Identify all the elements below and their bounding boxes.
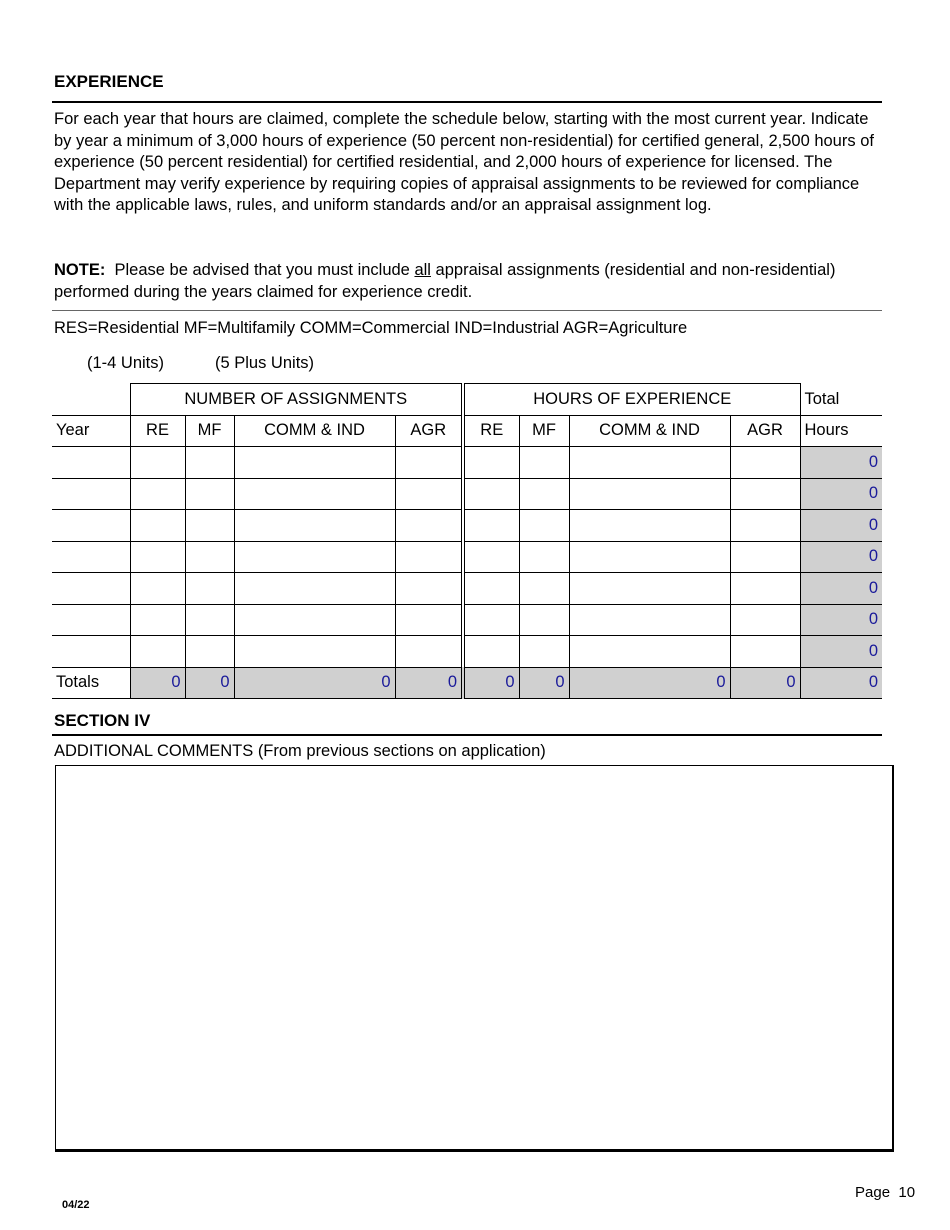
re-input[interactable]	[130, 478, 185, 510]
re-input[interactable]	[130, 604, 185, 636]
re-input[interactable]	[130, 541, 185, 573]
note-emphasis: all	[414, 261, 431, 279]
agr-input[interactable]	[395, 636, 463, 668]
agr-input[interactable]	[395, 573, 463, 605]
row-total-hours: 0	[800, 510, 882, 542]
header-blank	[52, 384, 130, 416]
table-row	[52, 573, 882, 605]
hours-re-input[interactable]	[463, 541, 519, 573]
note-label: NOTE:	[54, 261, 106, 279]
hours-agr-input[interactable]	[730, 478, 800, 510]
header-hours-mf: MF	[519, 415, 569, 447]
row-total-hours: 0	[800, 636, 882, 668]
hours-comm-ind-input[interactable]	[569, 510, 730, 542]
total-agr: 0	[395, 667, 463, 699]
units-label-mf: (5 Plus Units)	[215, 354, 315, 372]
hours-agr-input[interactable]	[730, 636, 800, 668]
hours-mf-input[interactable]	[519, 478, 569, 510]
re-input[interactable]	[130, 636, 185, 668]
row-total-hours: 0	[800, 573, 882, 605]
year-input[interactable]	[52, 510, 130, 542]
page-number: Page 10	[855, 1184, 916, 1201]
hours-re-input[interactable]	[463, 447, 519, 479]
year-input[interactable]	[52, 604, 130, 636]
header-agr: AGR	[395, 415, 463, 447]
hours-re-input[interactable]	[463, 604, 519, 636]
agr-input[interactable]	[395, 447, 463, 479]
experience-table	[52, 383, 882, 699]
additional-comments-field[interactable]	[55, 765, 894, 1152]
mf-input[interactable]	[185, 541, 234, 573]
divider	[52, 734, 882, 736]
abbreviation-legend: RES=Residential MF=Multifamily COMM=Commercial IND=Industrial AGR=Agriculture	[54, 319, 688, 337]
year-input[interactable]	[52, 447, 130, 479]
table-row	[52, 510, 882, 542]
total-comm-ind: 0	[234, 667, 395, 699]
header-hours-agr: AGR	[730, 415, 800, 447]
hours-re-input[interactable]	[463, 510, 519, 542]
total-re: 0	[130, 667, 185, 699]
agr-input[interactable]	[395, 541, 463, 573]
header-hours-re: RE	[463, 415, 519, 447]
header-number-of-assignments: NUMBER OF ASSIGNMENTS	[130, 384, 463, 416]
year-input[interactable]	[52, 573, 130, 605]
mf-input[interactable]	[185, 573, 234, 605]
header-comm-ind: COMM & IND	[234, 415, 395, 447]
hours-mf-input[interactable]	[519, 636, 569, 668]
table-row	[52, 636, 882, 668]
section-title: EXPERIENCE	[54, 72, 164, 91]
comm-ind-input[interactable]	[234, 541, 395, 573]
year-input[interactable]	[52, 636, 130, 668]
hours-comm-ind-input[interactable]	[569, 604, 730, 636]
year-input[interactable]	[52, 541, 130, 573]
hours-re-input[interactable]	[463, 478, 519, 510]
note-text: Please be advised that you must include	[105, 261, 415, 279]
comm-ind-input[interactable]	[234, 478, 395, 510]
divider	[52, 101, 882, 103]
mf-input[interactable]	[185, 604, 234, 636]
total-mf: 0	[185, 667, 234, 699]
hours-comm-ind-input[interactable]	[569, 541, 730, 573]
total-hours-comm-ind: 0	[569, 667, 730, 699]
form-date: 04/22	[62, 1199, 90, 1211]
comm-ind-input[interactable]	[234, 447, 395, 479]
comm-ind-input[interactable]	[234, 636, 395, 668]
hours-agr-input[interactable]	[730, 541, 800, 573]
header-total: Total	[800, 384, 882, 416]
hours-comm-ind-input[interactable]	[569, 573, 730, 605]
header-hours-of-experience: HOURS OF EXPERIENCE	[463, 384, 800, 416]
note-text-end: appraisal assignments (residential and non-residential) performed during the years claimed for experience credit.	[54, 261, 836, 301]
table-row	[52, 447, 882, 479]
hours-comm-ind-input[interactable]	[569, 478, 730, 510]
hours-agr-input[interactable]	[730, 447, 800, 479]
mf-input[interactable]	[185, 636, 234, 668]
comments-label: ADDITIONAL COMMENTS (From previous sections on application)	[54, 742, 546, 760]
hours-mf-input[interactable]	[519, 604, 569, 636]
agr-input[interactable]	[395, 510, 463, 542]
comm-ind-input[interactable]	[234, 510, 395, 542]
agr-input[interactable]	[395, 478, 463, 510]
hours-re-input[interactable]	[463, 573, 519, 605]
totals-label: Totals	[52, 667, 130, 699]
hours-re-input[interactable]	[463, 636, 519, 668]
comm-ind-input[interactable]	[234, 604, 395, 636]
hours-agr-input[interactable]	[730, 604, 800, 636]
hours-comm-ind-input[interactable]	[569, 447, 730, 479]
table-row	[52, 478, 882, 510]
header-re: RE	[130, 415, 185, 447]
grand-total-hours: 0	[800, 667, 882, 699]
table-row	[52, 541, 882, 573]
re-input[interactable]	[130, 510, 185, 542]
total-hours-agr: 0	[730, 667, 800, 699]
divider	[52, 310, 882, 311]
year-input[interactable]	[52, 478, 130, 510]
hours-comm-ind-input[interactable]	[569, 636, 730, 668]
hours-mf-input[interactable]	[519, 447, 569, 479]
hours-mf-input[interactable]	[519, 541, 569, 573]
units-label-re: (1-4 Units)	[87, 354, 165, 372]
total-hours-re: 0	[463, 667, 519, 699]
mf-input[interactable]	[185, 510, 234, 542]
mf-input[interactable]	[185, 447, 234, 479]
table-row	[52, 604, 882, 636]
section-iv-title: SECTION IV	[54, 711, 151, 730]
row-total-hours: 0	[800, 604, 882, 636]
row-total-hours: 0	[800, 447, 882, 479]
re-input[interactable]	[130, 447, 185, 479]
comm-ind-input[interactable]	[234, 573, 395, 605]
total-hours-mf: 0	[519, 667, 569, 699]
agr-input[interactable]	[395, 604, 463, 636]
header-hours: Hours	[800, 415, 882, 447]
header-mf: MF	[185, 415, 234, 447]
hours-agr-input[interactable]	[730, 510, 800, 542]
row-total-hours: 0	[800, 478, 882, 510]
instructions: For each year that hours are claimed, complete the schedule below, starting with the most current year. Indicate by year a minimum of 3,000 hours of experience (50 percent non-residential) for certified general, 2,500 hours of experience (50 percent residential) for certified residential, and 2,000 hours of experience for licensed. The Department may verify experience by requiring copies of appraisal assignments to be reviewed for compliance with the applicable laws, rules, and uniform standards and/or an appraisal assignment log.	[54, 110, 874, 214]
row-total-hours: 0	[800, 541, 882, 573]
note	[54, 260, 854, 303]
mf-input[interactable]	[185, 478, 234, 510]
hours-agr-input[interactable]	[730, 573, 800, 605]
hours-mf-input[interactable]	[519, 573, 569, 605]
header-year: Year	[52, 415, 130, 447]
re-input[interactable]	[130, 573, 185, 605]
totals-row	[52, 667, 882, 699]
header-hours-comm-ind: COMM & IND	[569, 415, 730, 447]
hours-mf-input[interactable]	[519, 510, 569, 542]
